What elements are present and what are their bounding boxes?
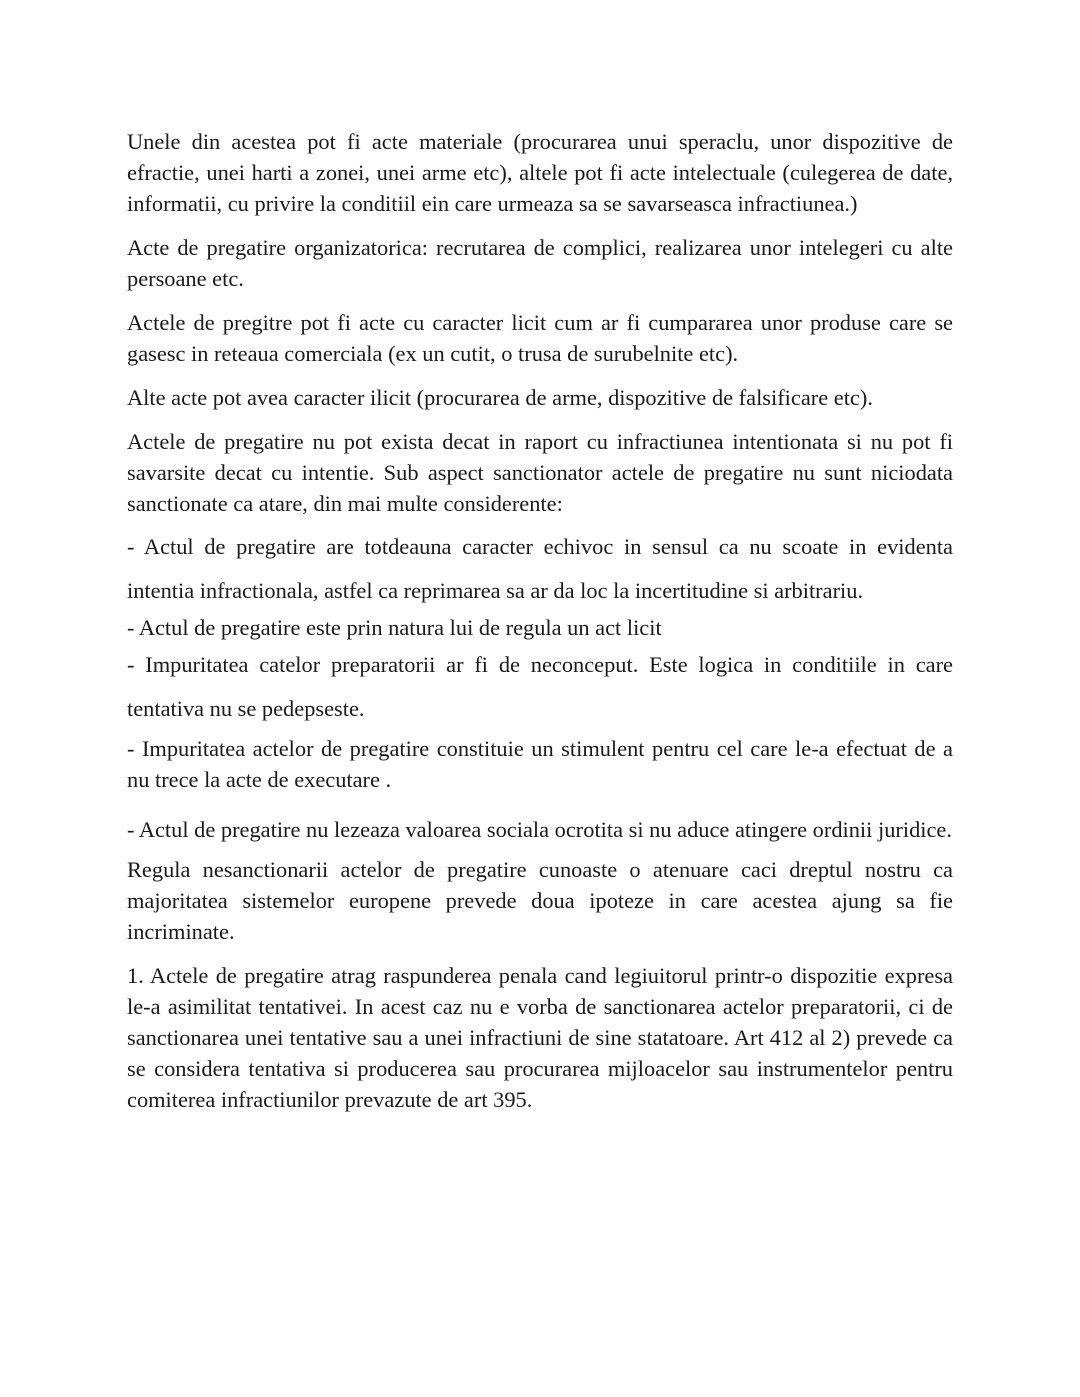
- list-item-impunity-stimulus: - Impuritatea actelor de pregatire constituie un stimulent pentru cel care le-a efectuat de a nu trece la acte de executare .: [127, 736, 953, 792]
- list-item-social-value: - Actul de pregatire nu lezeaza valoarea sociala ocrotita si nu aduce atingere ordinii juridice.: [127, 817, 952, 842]
- paragraph-intention: Actele de pregatire nu pot exista decat in raport cu infractiunea intentionata si nu pot fi savarsite decat cu intentie. Sub aspect sanctionator actele de pregatire nu sunt niciodata sanctionate ca atare, din mai multe considerente:: [127, 429, 953, 516]
- paragraph-material-acts: Unele din acestea pot fi acte materiale (procurarea unui speraclu, unor dispozitive de efractie, unei harti a zonei, unei arme etc), altele pot fi acte intelectuale (culegerea de date, informatii, cu privire la conditiil ein care urmeaza sa se savarseasca infractiunea.): [127, 129, 953, 216]
- document-page: [127, 126, 953, 1128]
- list-item-licit-nature: - Actul de pregatire este prin natura lui de regula un act licit: [127, 615, 662, 640]
- paragraph-illicit-acts: Alte acte pot avea caracter ilicit (procurarea de arme, dispozitive de falsificare etc).: [127, 385, 873, 410]
- paragraph-attenuation: Regula nesanctionarii actelor de pregatire cunoaste o atenuare caci dreptul nostru ca majoritatea sistemelor europene prevede doua ipoteze in care acestea ajung sa fie incriminate.: [127, 857, 953, 944]
- list-item-impunity-preparatory: - Impuritatea catelor preparatorii ar fi de neconceput. Este logica in conditiile in care tentativa nu se pedepseste.: [127, 652, 953, 721]
- paragraph-organizational-acts: Acte de pregatire organizatorica: recrutarea de complici, realizarea unor intelegeri cu alte persoane etc.: [127, 235, 953, 291]
- paragraph-licit-acts: Actele de pregitre pot fi acte cu caracter licit cum ar fi cumpararea unor produse care se gasesc in reteaua comerciala (ex un cutit, o trusa de surubelnite etc).: [127, 310, 953, 366]
- paragraph-point-one: 1. Actele de pregatire atrag raspunderea penala cand legiuitorul printr-o dispozitie expresa le-a asimilitat tentativei. In acest caz nu e vorba de sanctionarea actelor preparatorii, ci de sanctionarea unei tentative sau a unei infractiuni de sine statatoare. Art 412 al 2) prevede ca se considera tentativa si producerea sau procurarea mijloacelor sau instrumentelor pentru comiterea infractiunilor prevazute de art 395.: [127, 963, 953, 1112]
- list-item-equivocal: - Actul de pregatire are totdeauna caracter echivoc in sensul ca nu scoate in evidenta intentia infractionala, astfel ca reprimarea sa ar da loc la incertitudine si arbitrariu.: [127, 534, 953, 603]
